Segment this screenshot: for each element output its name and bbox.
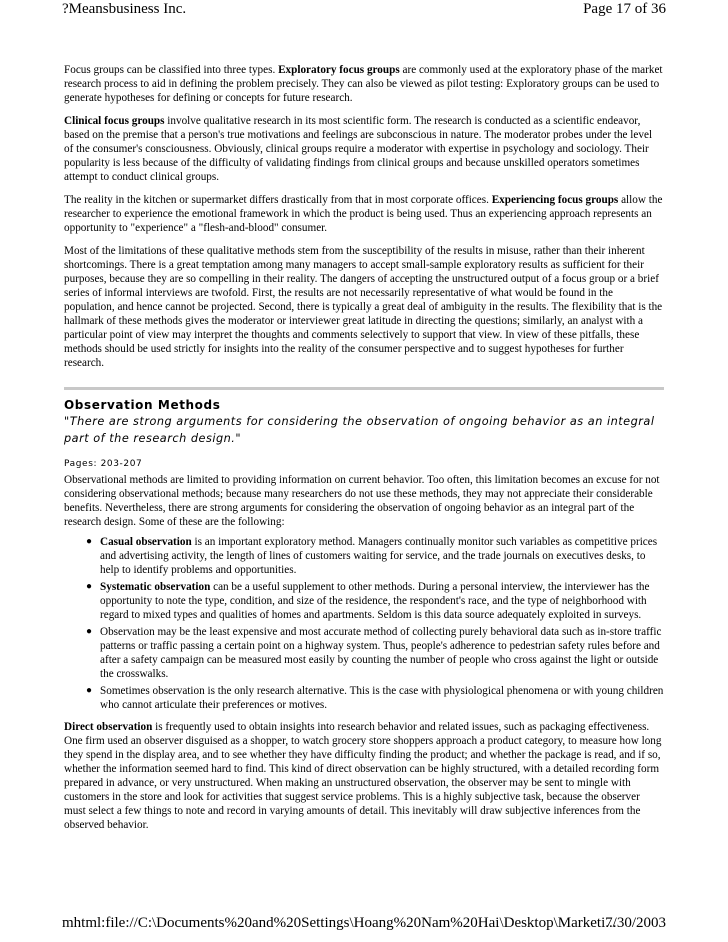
header-company: ?Meansbusiness Inc.: [62, 1, 187, 17]
paragraph-limitations: Most of the limitations of these qualitative methods stem from the susceptibility of the results in misuse, rather than their inherent shortcomings. There is a great temptation among many managers to accept small-sample exploratory results as sufficient for their purposes, because they are so compelling in their reality. The dangers of accepting the unstructured output of a focus group or a brief series of informal interviews are twofold. First, the results are not necessarily representative of what would be found in the population, and hence cannot be projected. Second, there is typically a great deal of ambiguity in the results. The flexibility that is the hallmark of these methods gives the moderator or interviewer great latitude in directing the questions; similarly, an analyst with a particular point of view may interpret the thoughts and comments selectively to support that view. In view of these pitfalls, these methods should be used strictly for insights into the reality of the consumer perspective and to suggest hypotheses for further research.: [64, 245, 663, 369]
footer-date: 7/30/2003: [605, 915, 666, 931]
page-header: [62, 0, 666, 22]
list-item: ● Systematic observation can be a useful supplement to other methods. During a personal interview, the interviewer has the opportunity to note the type, condition, and size of the residence, the respondent's race, and the type of neighborhood with regard to mixed types and qualities of homes and apartments. Seldom is this data source adequately exploited in surveys.: [86, 581, 650, 621]
observation-list: [64, 535, 664, 712]
list-item: ● Casual observation is an important exploratory method. Managers continually monitor such variables as competitive prices and advertising activity, the length of lines of customers waiting for service, and the trade journals on executives desks, to help to identify problems and opportunities.: [86, 536, 658, 576]
term-direct-observation: Direct observation: [64, 721, 153, 733]
header-page-number: Page 17 of 36: [583, 1, 666, 17]
section-pages: Pages: 203-207: [64, 459, 143, 469]
page-footer: [62, 914, 666, 934]
section-title: Observation Methods: [64, 398, 221, 412]
bullet-icon: ●: [86, 581, 93, 592]
bullet-icon: ●: [86, 626, 93, 637]
list-item: ● Sometimes observation is the only research alternative. This is the case with physiological phenomena or with young children who cannot articulate their preferences or motives.: [86, 685, 664, 711]
term-experiencing-focus-groups: Experiencing focus groups: [491, 194, 619, 206]
paragraph-direct-observation: Direct observation is frequently used to obtain insights into research behavior and related issues, such as packaging effectiveness. One firm used an observer disguised as a shopper, to watch grocery store shoppers approach a product category, to measure how long they spend in the display area, and to see whether they have difficulty finding the product; and whether the package is read, and if so, whether the information seemed hard to find. This kind of direct observation can be highly structured, with a detailed recording form prepared in advance, or very unstructured. When making an unstructured observation, the observer may be sent to mingle with customers in the store and look for activities that suggest service problems. This is a highly subjective task, because the observer must select a few things to note and record in varying amounts of detail. This inevitably will draw subjective inferences from the observed behavior.: [64, 721, 662, 831]
section-divider: [64, 387, 664, 390]
paragraph-observation-intro: Observational methods are limited to providing information on current behavior. Too often, this limitation becomes an excuse for not considering observational methods; because many researchers do not use these methods, they may not appreciate their considerable benefits. Nevertheless, there are strong arguments for considering the observation of ongoing behavior as an integral part of the research design. Some of these are the following:: [64, 474, 660, 528]
section-quote: "There are strong arguments for considering the observation of ongoing behavior as an integral part of the research design.": [64, 415, 655, 445]
list-item: ● Observation may be the least expensive and most accurate method of collecting purely behavioral data such as in-store traffic patterns or traffic passing a certain point on a highway system. Thus, people's adherence to pedestrian safety rules before and after a safety campaign can be measured most easily by counting the number of people who cross against the light or outside the crosswalks.: [86, 626, 662, 680]
footer-file-path: mhtml:file://C:\Documents%20and%20Settings\Hoang%20Nam%20Hai\Desktop\Marketi...: [62, 915, 617, 931]
bullet-icon: ●: [86, 685, 93, 696]
paragraph-clinical: Clinical focus groups involve qualitative research in its most scientific form. The research is conducted as a scientific endeavor, based on the premise that a person's true motivations and feelings are subconscious in nature. The moderator probes under the level of the consumer's consciousness. Obviously, clinical groups require a moderator with expertise in psychology and sociology. Their popularity is less because of the difficulty of validating findings from clinical groups and because unskilled operators sometimes attempt to conduct clinical groups.: [64, 115, 653, 183]
term-exploratory-focus-groups: Exploratory focus groups: [278, 64, 400, 76]
paragraph-experiencing: The reality in the kitchen or supermarket differs drastically from that in most corporate offices. Experiencing focus groups allow the researcher to experience the emotional framework in which the product is being used. Thus an experiencing approach represents an opportunity to "experience" a "flesh-and-blood" consumer.: [64, 194, 663, 234]
bullet-icon: ●: [86, 536, 93, 547]
document-body: [64, 63, 664, 841]
paragraph-exploratory: Focus groups can be classified into three types. Exploratory focus groups are commonly used at the exploratory phase of the market research process to aid in defining the problem precisely. They can also be viewed as pilot testing: Exploratory groups can be used to generate hypotheses for defining or concepts for future research.: [64, 64, 663, 104]
term-clinical-focus-groups: Clinical focus groups: [64, 115, 165, 127]
